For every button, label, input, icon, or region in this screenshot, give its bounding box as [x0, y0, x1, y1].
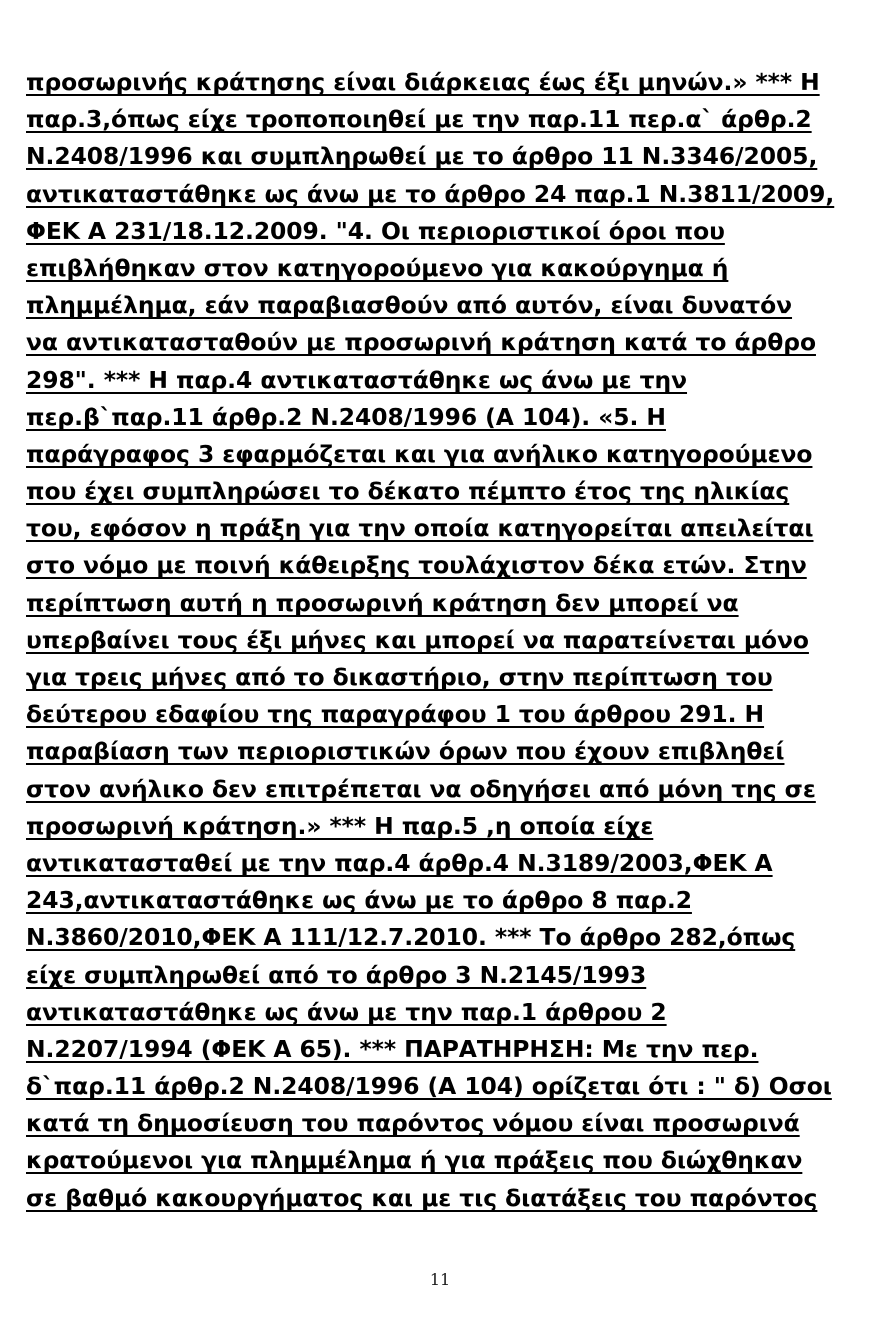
- text-line: [26, 882, 850, 919]
- underlined-text: υπερβαίνει τους έξι μήνες και μπορεί να παρατείνεται μόνο: [26, 625, 809, 654]
- underlined-text: Ν.2207/1994 (ΦΕΚ Α 65). *** ΠΑΡΑΤΗΡΗΣΗ: Με την περ.: [26, 1034, 759, 1063]
- text-line: [26, 1142, 850, 1179]
- text-line: [26, 1105, 850, 1142]
- text-line: [26, 287, 850, 324]
- underlined-text: κατά τη δημοσίευση του παρόντος νόμου είναι προσωρινά: [26, 1109, 800, 1138]
- text-line: [26, 585, 850, 622]
- text-line: [26, 1068, 850, 1105]
- underlined-text: παρ.3,όπως είχε τροποποιηθεί με την παρ.11 περ.α` άρθρ.2: [26, 105, 812, 134]
- text-line: [26, 213, 850, 250]
- underlined-text: πλημμέλημα, εάν παραβιασθούν από αυτόν, είναι δυνατόν: [26, 291, 793, 320]
- underlined-text: 243,αντικαταστάθηκε ως άνω με το άρθρο 8 παρ.2: [26, 886, 692, 915]
- underlined-text: 298". *** Η παρ.4 αντικαταστάθηκε ως άνω με την: [26, 365, 688, 394]
- underlined-text: περίπτωση αυτή η προσωρινή κράτηση δεν μπορεί να: [26, 588, 739, 617]
- underlined-text: στον ανήλικο δεν επιτρέπεται να οδηγήσει από μόνη της σε: [26, 774, 816, 803]
- underlined-text: προσωρινής κράτησης είναι διάρκειας έως έξι μηνών.» *** Η: [26, 68, 820, 96]
- text-line: [26, 919, 850, 956]
- text-line: [26, 473, 850, 510]
- underlined-text: περ.β`παρ.11 άρθρ.2 Ν.2408/1996 (Α 104). «5. Η: [26, 402, 666, 431]
- text-line: [26, 547, 850, 584]
- text-line: [26, 399, 850, 436]
- text-line: [26, 64, 850, 101]
- text-line: [26, 101, 850, 138]
- text-line: [26, 362, 850, 399]
- text-line: [26, 324, 850, 361]
- text-line: [26, 994, 850, 1031]
- text-line: [26, 622, 850, 659]
- underlined-text: παραβίαση των περιοριστικών όρων που έχουν επιβληθεί: [26, 737, 785, 766]
- underlined-text: είχε συμπληρωθεί από το άρθρο 3 Ν.2145/1993: [26, 960, 647, 989]
- underlined-text: αντικαταστάθηκε ως άνω με το άρθρο 24 παρ.1 Ν.3811/2009,: [26, 179, 835, 208]
- underlined-text: που έχει συμπληρώσει το δέκατο πέμπτο έτος της ηλικίας: [26, 477, 790, 506]
- text-line: [26, 733, 850, 770]
- text-line: [26, 808, 850, 845]
- text-line: [26, 250, 850, 287]
- text-line: [26, 1180, 850, 1217]
- underlined-text: κρατούμενοι για πλημμέλημα ή για πράξεις που διώχθηκαν: [26, 1146, 803, 1175]
- text-line: [26, 696, 850, 733]
- document-body-text: [26, 64, 850, 1217]
- underlined-text: προσωρινή κράτηση.» *** Η παρ.5 ,η οποία είχε: [26, 811, 654, 840]
- text-line: [26, 510, 850, 547]
- underlined-text: να αντικατασταθούν με προσωρινή κράτηση κατά το άρθρο: [26, 328, 816, 357]
- text-line: [26, 138, 850, 175]
- underlined-text: αντικατασταθεί με την παρ.4 άρθρ.4 Ν.3189/2003,ΦΕΚ Α: [26, 848, 773, 877]
- underlined-text: στο νόμο με ποινή κάθειρξης τουλάχιστον δέκα ετών. Στην: [26, 551, 807, 580]
- underlined-text: παράγραφος 3 εφαρμόζεται και για ανήλικο κατηγορούμενο: [26, 439, 813, 468]
- text-line: [26, 845, 850, 882]
- underlined-text: Ν.2408/1996 και συμπληρωθεί με το άρθρο 11 Ν.3346/2005,: [26, 142, 818, 171]
- underlined-text: Ν.3860/2010,ΦΕΚ Α 111/12.7.2010. *** Το άρθρο 282,όπως: [26, 923, 796, 952]
- underlined-text: για τρεις μήνες από το δικαστήριο, στην περίπτωση του: [26, 663, 773, 691]
- underlined-text: του, εφόσον η πράξη για την οποία κατηγορείται απειλείται: [26, 514, 814, 543]
- underlined-text: δ`παρ.11 άρθρ.2 Ν.2408/1996 (Α 104) ορίζεται ότι : " δ) Οσοι: [26, 1072, 832, 1101]
- text-line: [26, 1031, 850, 1068]
- underlined-text: σε βαθμό κακουργήματος και με τις διατάξεις του παρόντος: [26, 1183, 818, 1212]
- underlined-text: επιβλήθηκαν στον κατηγορούμενο για κακούργημα ή: [26, 253, 729, 282]
- text-line: [26, 957, 850, 994]
- text-line: [26, 176, 850, 213]
- text-line: [26, 659, 850, 696]
- underlined-text: ΦΕΚ Α 231/18.12.2009. "4. Οι περιοριστικοί όροι που: [26, 216, 725, 245]
- underlined-text: αντικαταστάθηκε ως άνω με την παρ.1 άρθρου 2: [26, 997, 667, 1026]
- text-line: [26, 436, 850, 473]
- text-line: [26, 771, 850, 808]
- underlined-text: δεύτερου εδαφίου της παραγράφου 1 του άρθρου 291. Η: [26, 700, 765, 729]
- page-number: 11: [429, 1270, 451, 1289]
